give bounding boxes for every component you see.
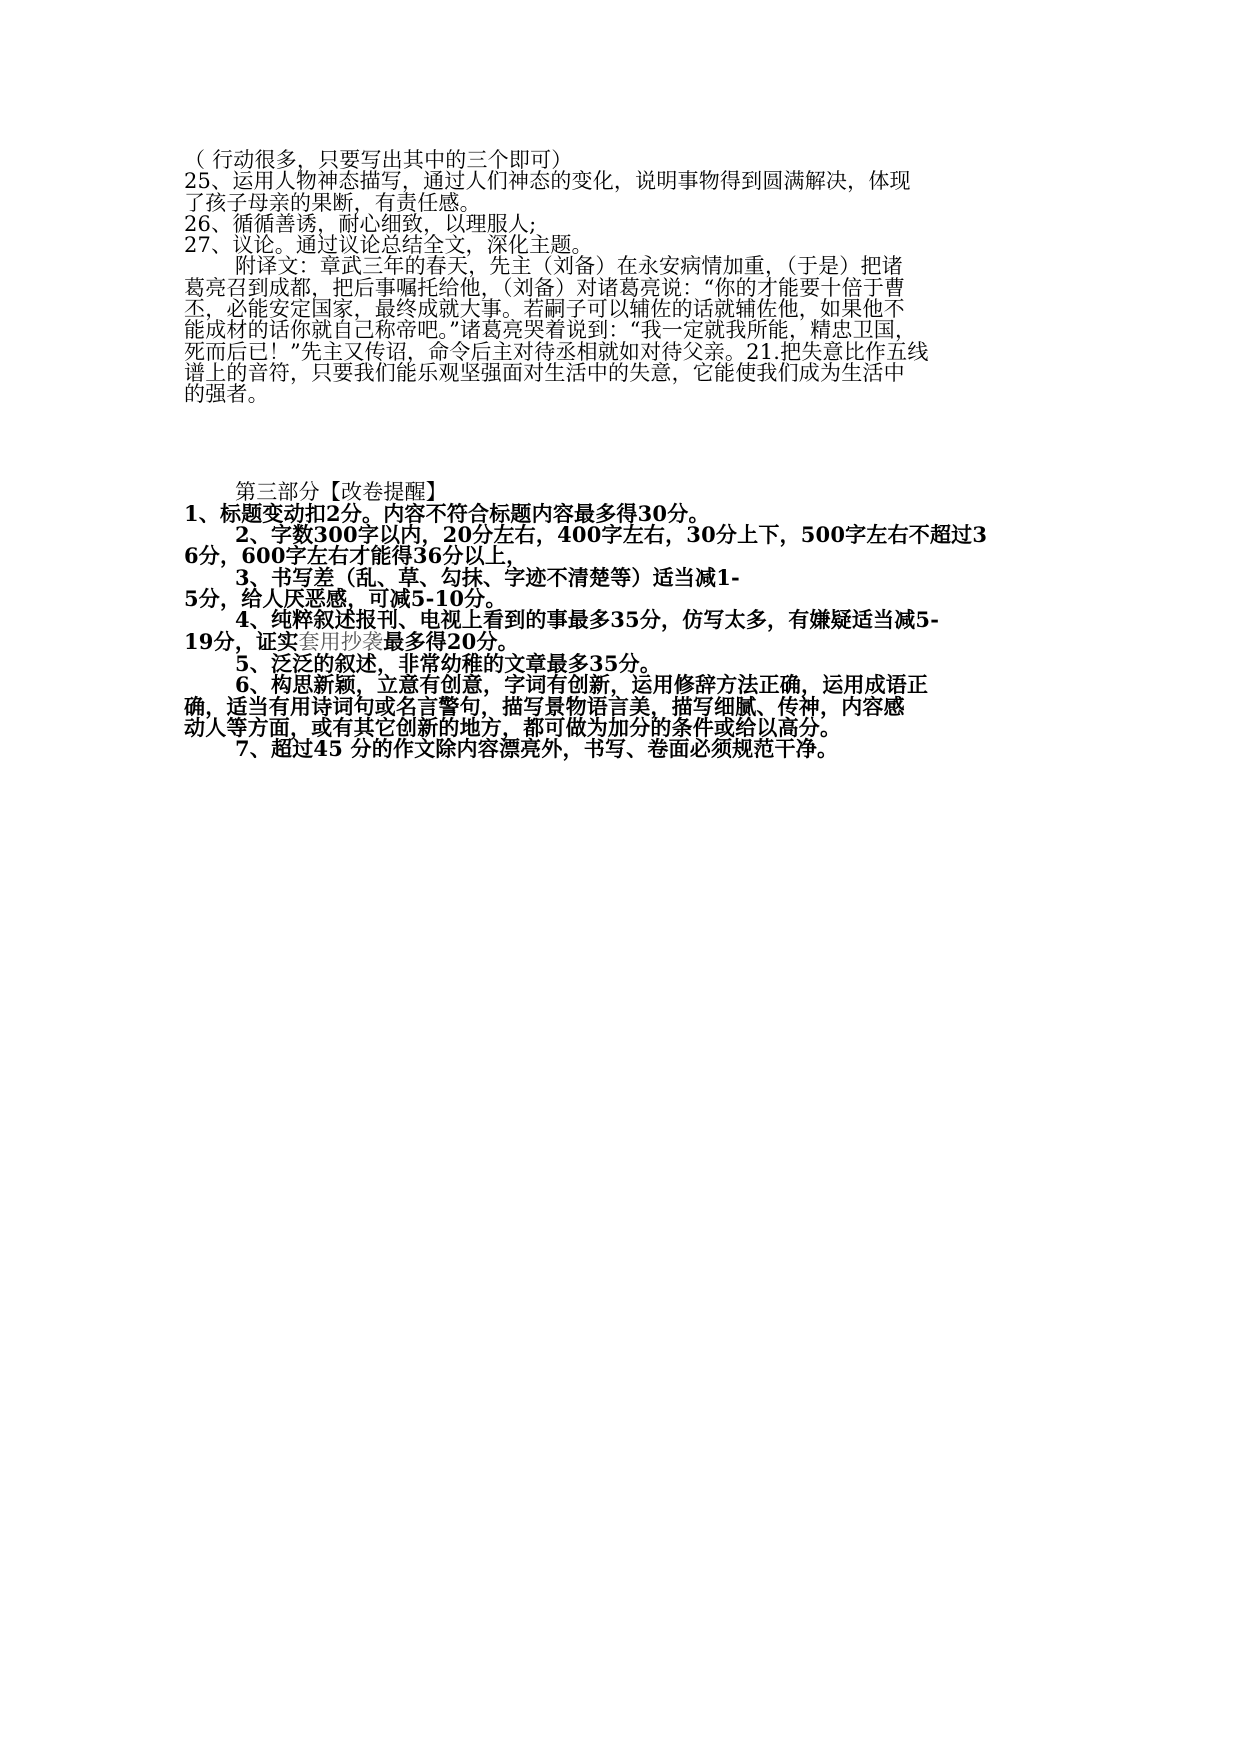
grading-rule-1: 1、标题变动扣2分。内容不符合标题内容最多得30分。 [184,500,710,526]
translation-line: 能成材的话你就自己称帝吧。”诸葛亮哭着说到：“我一定就我所能，精忠卫国， [184,318,917,343]
translation-line: 死而后已！”先主又传诏，命令后主对待丞相就如对待父亲。21.把失意比作五线 [184,339,929,364]
grading-rule-4: 4、纯粹叙述报刊、电视上看到的事最多35分，仿写太多，有嫌疑适当减5- [235,607,940,633]
grading-rule-7: 7、超过45 分的作文除内容漂亮外，书写、卷面必须规范干净。 [235,736,839,762]
translation-line: 丕，必能安定国家，最终成就大事。若嗣子可以辅佐的话就辅佐他，如果他不 [184,297,905,322]
answer-section [184,150,1064,406]
answer-note: （ 行动很多，只要写出其中的三个即可） [184,148,573,172]
translation-last-line: 的强者。 [184,382,269,407]
grading-rule-2: 2、字数300字以内，20分左右，400字左右，30分上下，500字左右不超过3 [235,522,988,548]
answer-25-continued: 了孩子母亲的果断，有责任感。 [184,190,481,215]
grading-rule-3-continued: 5分，给人厌恶感，可减5-10分。 [184,586,507,612]
rule-4-text-after: 最多得20分。 [383,628,519,654]
rule-4-text-before: 19分，证实 [184,628,299,654]
translation-line: 葛亮召到成都，把后事嘱托给他，（刘备）对诸葛亮说：“你的才能要十倍于曹 [184,275,906,300]
grading-rule-3: 3、书写差（乱、草、勾抹、字迹不清楚等）适当减1- [235,564,740,590]
document-page [184,148,1064,762]
grading-rule-6-continued: 动人等方面，或有其它创新的地方，都可做为加分的条件或给以高分。 [184,714,842,740]
section-spacer [184,406,1064,482]
answer-25: 25、运用人物神态描写，通过人们神态的变化，说明事物得到圆满解决，体现 [184,169,911,194]
answer-27: 27、议论。通过议论总结全文，深化主题。 [184,233,593,258]
grading-rule-2-continued: 6分，600字左右才能得36分以上， [184,543,528,569]
section-heading: 第三部分【改卷提醒】 [235,479,447,504]
translation-first-line: 附译文：章武三年的春天，先主（刘备）在永安病情加重，（于是）把诸 [235,254,903,279]
grading-rule-5: 5、泛泛的叙述，非常幼稚的文章最多35分。 [235,650,662,676]
grading-rule-6: 6、构思新颖，立意有创意，字词有创新，运用修辞方法正确，运用成语正 [235,672,929,698]
grading-section [184,479,1064,762]
grading-rule-6-continued: 确，适当有用诗词句或名言警句，描写景物语言美，描写细腻、传神，内容感 [184,693,905,719]
rule-4-gray-text: 套用抄袭 [298,629,384,654]
grading-rule-4-continued [184,628,1064,654]
translation-line: 谱上的音符，只要我们能乐观坚强面对生活中的失意，它能使我们成为生活中 [184,360,905,385]
answer-26: 26、循循善诱，耐心细致，以理服人; [184,211,537,236]
